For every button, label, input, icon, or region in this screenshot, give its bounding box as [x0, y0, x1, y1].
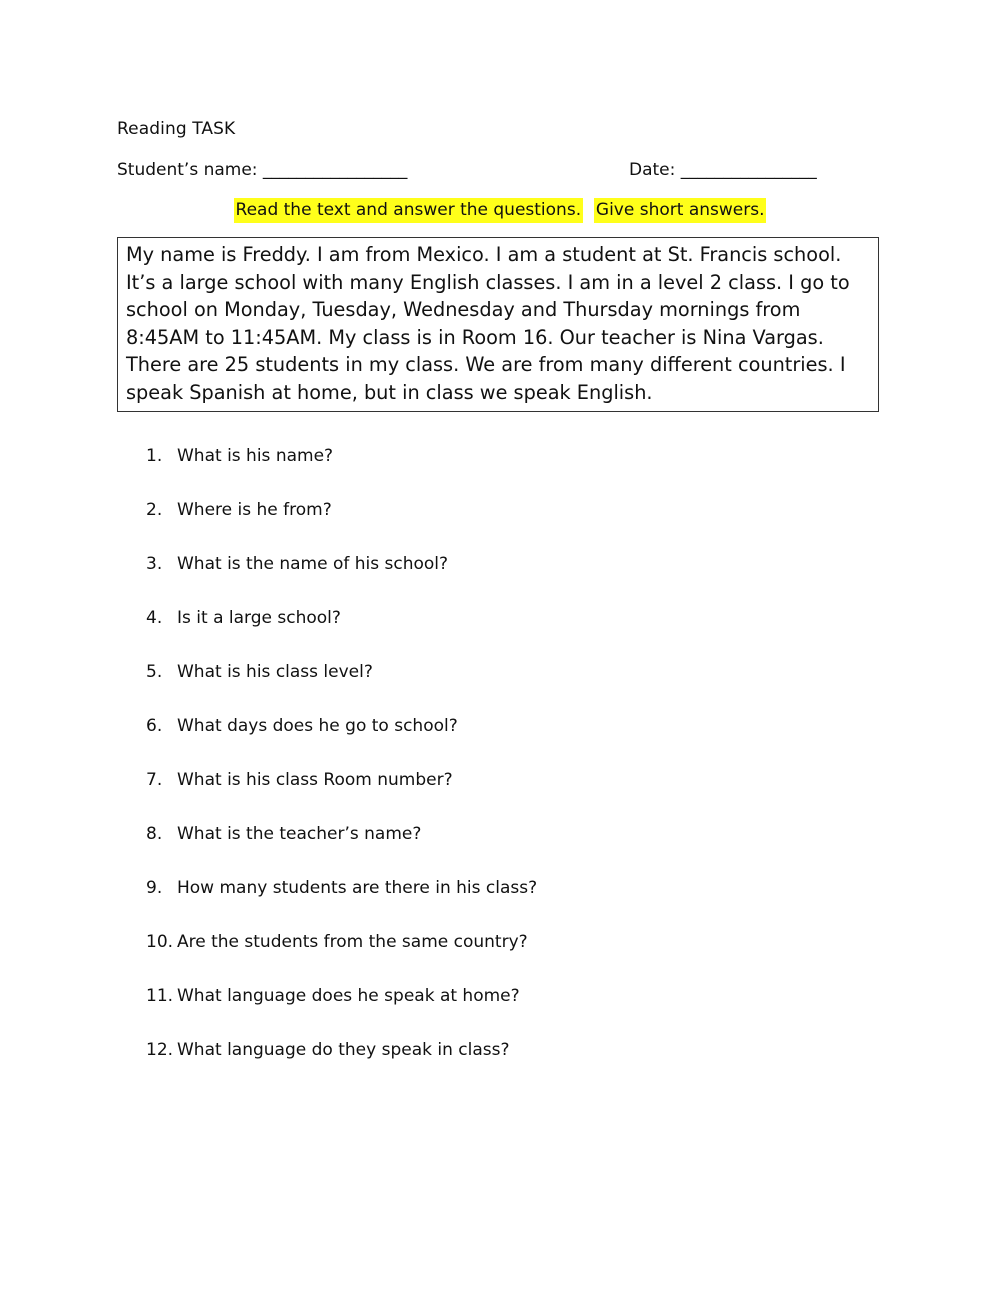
date-field: Date: ________________	[629, 160, 817, 180]
question-item	[146, 823, 537, 877]
question-text: Is it a large school?	[177, 608, 341, 628]
question-list	[146, 445, 537, 1093]
worksheet-title: Reading TASK	[117, 119, 236, 139]
student-name-field: Student’s name: _________________	[117, 160, 408, 180]
question-item	[146, 445, 537, 499]
question-item	[146, 1039, 537, 1093]
instruction-read-text: Read the text and answer the questions.	[234, 198, 584, 223]
question-number: 7.	[146, 770, 163, 790]
question-item	[146, 715, 537, 769]
question-text: What is his class level?	[177, 662, 373, 682]
question-number: 8.	[146, 824, 163, 844]
question-number: 9.	[146, 878, 163, 898]
question-item	[146, 607, 537, 661]
question-number: 3.	[146, 554, 163, 574]
question-number: 5.	[146, 662, 163, 682]
question-number: 1.	[146, 446, 163, 466]
question-item	[146, 661, 537, 715]
question-number: 10.	[146, 932, 174, 952]
question-text: How many students are there in his class?	[177, 878, 538, 898]
question-text: Are the students from the same country?	[177, 932, 528, 952]
instruction-short-answers: Give short answers.	[594, 198, 767, 223]
question-text: What is the teacher’s name?	[177, 824, 422, 844]
reading-passage: My name is Freddy. I am from Mexico. I am a student at St. Francis school. It’s a large school with many English classes. I am in a level 2 class. I go to school on Monday, Tuesday, Wednesday and Thursday mornings from 8:45AM to 11:45AM. My class is in Room 16. Our teacher is Nina Vargas. There are 25 students in my class. We are from many different countries. I speak Spanish at home, but in class we speak English.	[117, 237, 879, 412]
question-text: What days does he go to school?	[177, 716, 458, 736]
question-text: What language does he speak at home?	[177, 986, 520, 1006]
question-item	[146, 769, 537, 823]
question-number: 6.	[146, 716, 163, 736]
question-number: 2.	[146, 500, 163, 520]
question-number: 4.	[146, 608, 163, 628]
instructions	[0, 200, 1000, 220]
question-text: What is the name of his school?	[177, 554, 449, 574]
question-text: Where is he from?	[177, 500, 332, 520]
question-number: 12.	[146, 1040, 174, 1060]
question-item	[146, 877, 537, 931]
question-text: What language do they speak in class?	[177, 1040, 510, 1060]
question-text: What is his class Room number?	[177, 770, 453, 790]
question-item	[146, 931, 537, 985]
question-text: What is his name?	[177, 446, 334, 466]
question-item	[146, 553, 537, 607]
question-item	[146, 499, 537, 553]
question-number: 11.	[146, 986, 174, 1006]
question-item	[146, 985, 537, 1039]
